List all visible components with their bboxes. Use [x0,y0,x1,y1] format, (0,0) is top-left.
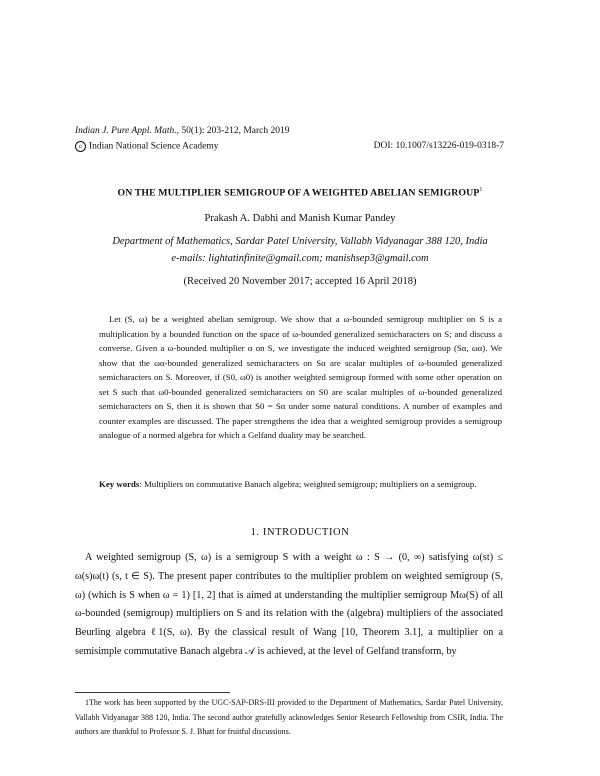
doi: DOI: 10.1007/s13226-019-0318-7 [373,141,504,151]
title-text: ON THE MULTIPLIER SEMIGROUP OF A WEIGHTED ABELIAN SEMIGROUP [117,187,480,199]
keywords-label: Key words [99,479,140,489]
section-heading: 1. INTRODUCTION [250,527,350,538]
keywords [99,477,502,492]
footnote-text: 1The work has been supported by the UGC-SAP-DRS-III provided to the Department of Mathematics, Sardar Patel University, Vallabh Vidyanagar 388 120, India. The second author gratefully acknowledges Senior Research Fellowship from CSIR, India. The authors are thankful to Professor S. J. Bhatt for fruitful discussions. [75,698,503,736]
abstract-text: Let (S, ω) be a weighted abelian semigroup. We show that a ω-bounded semigroup multiplier on S is a multiplication by a bounded function on the space of ω-bounded generalized semicharacters on S; and discuss a converse. Given a ω-bounded multiplier α on S, we investigate the induced weighted semigroup (Sα, ωα). We show that the ωα-bounded generalized semicharacters on Sα are scalar multiples of ω-bounded generalized semicharacters on S. Moreover, if (S0, ω0) is another weighted semigroup formed with some other operation on set S such that ω0-bounded generalized semicharacters on S0 are scalar multiples of ω-bounded generalized semicharacters on S, then it is shown that S0 = Sα under some natural conditions. A number of examples and counter examples are discussed. The paper strengthens the idea that a weighted semigroup provides a semigroup analogue of a normed algebra for which a Gelfand duality may be searched. [99,314,502,440]
citation-details: , 50(1): 203-212, March 2019 [176,126,290,136]
keywords-text: : Multipliers on commutative Banach algebra; weighted semigroup; multipliers on a semigroup. [139,479,477,489]
footnote [75,696,503,740]
copyright-icon: c [75,141,86,152]
received-dates: (Received 20 November 2017; accepted 16 April 2018) [183,276,417,287]
publisher-line [75,141,219,152]
emails: e-mails: lightatinfinite@gmail.com; manishsep3@gmail.com [171,253,429,264]
journal-name: Indian J. Pure Appl. Math. [75,126,177,136]
introduction [75,549,503,662]
intro-paragraph: A weighted semigroup (S, ω) is a semigroup S with a weight ω : S → (0, ∞) satisfying ω(st) ≤ ω(s)ω(t) (s, t ∈ S). The present paper contributes to the multiplier problem on weighted semigroup (S, ω) (which is S when ω = 1) [1, 2] that is aimed at understanding the multiplier semigroup Mω(S) of all ω-bounded (semigroup) multipliers on S and its relation with the (algebra) multipliers of the associated Beurling algebra ℓ1(S, ω). By the classical result of Wang [10, Theorem 3.1], a multiplier on a semisimple commutative Banach algebra 𝒜 is achieved, at the level of Gelfand transform, by [75,552,503,657]
affiliation: Department of Mathematics, Sardar Patel University, Vallabh Vidyanagar 388 120, India [112,236,488,247]
paper-title [0,187,600,198]
abstract [99,312,502,443]
title-footnote-mark: 1 [479,187,483,193]
authors: Prakash A. Dabhi and Manish Kumar Pandey [204,213,396,224]
journal-citation [75,126,290,136]
publisher-name: Indian National Science Academy [89,141,219,152]
footnote-rule [75,692,230,693]
